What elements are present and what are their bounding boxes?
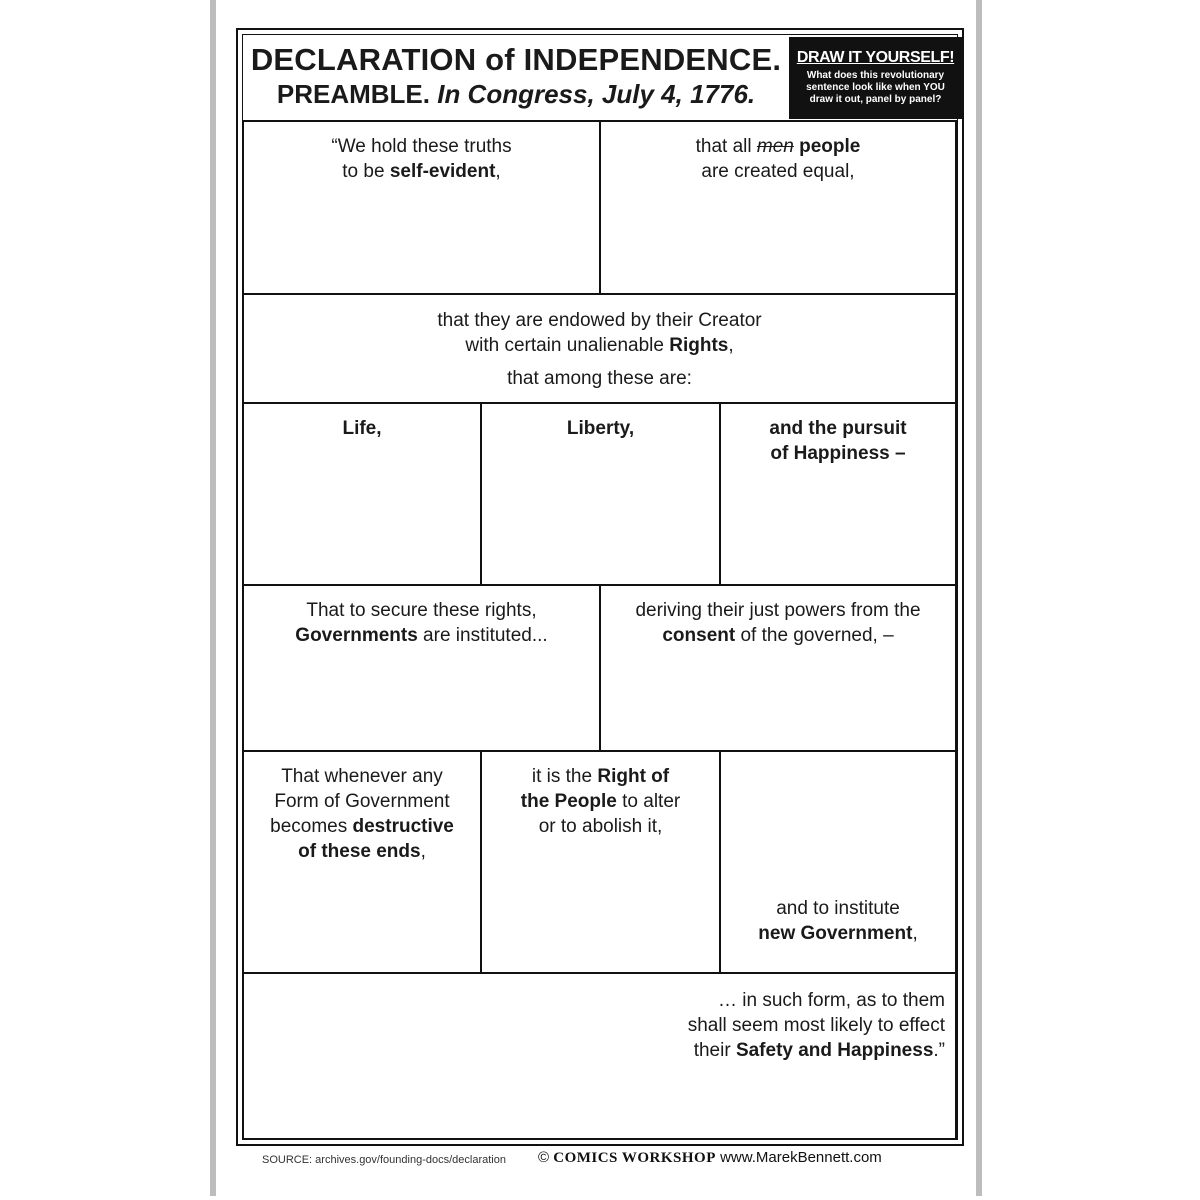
panel-9 bbox=[242, 750, 482, 974]
struck-word: men bbox=[756, 136, 794, 157]
panel-text: that they are endowed by their Creator bbox=[437, 310, 762, 331]
badge-line: What does this revolutionary bbox=[806, 70, 945, 81]
badge-title: DRAW IT YOURSELF! bbox=[796, 49, 955, 66]
panel-text: are created equal, bbox=[701, 161, 855, 182]
badge-text bbox=[789, 70, 962, 106]
panel-10 bbox=[480, 750, 721, 974]
subtitle-lead: PREAMBLE. bbox=[276, 79, 430, 109]
page-subtitle bbox=[244, 78, 788, 110]
badge-line: sentence look like when YOU bbox=[806, 82, 945, 93]
panel-text: of Happiness – bbox=[770, 443, 906, 464]
panel-text: their Safety and Happiness.” bbox=[693, 1040, 945, 1061]
panel-text: “We hold these truths bbox=[331, 136, 512, 157]
panel-text: that among these are: bbox=[507, 368, 692, 389]
panel-3 bbox=[242, 293, 957, 404]
panel-text: of these ends, bbox=[298, 841, 426, 862]
panel-text: and the pursuit bbox=[769, 418, 907, 439]
panel-text: consent of the governed, – bbox=[662, 625, 894, 646]
website-link[interactable]: www.MarekBennett.com bbox=[720, 1149, 882, 1166]
panel-8 bbox=[599, 584, 957, 752]
panel-text: with certain unalienable Rights, bbox=[465, 335, 734, 356]
panel-2 bbox=[599, 120, 957, 295]
panel-text: or to abolish it, bbox=[538, 816, 663, 837]
panel-7 bbox=[242, 584, 601, 752]
panel-text: that all men people bbox=[695, 136, 861, 157]
panel-1 bbox=[242, 120, 601, 295]
page-title: DECLARATION of INDEPENDENCE. bbox=[250, 42, 782, 77]
panel-text: and to institute bbox=[776, 898, 900, 919]
brand-name: COMICS WORKSHOP bbox=[553, 1150, 716, 1166]
panel-5 bbox=[480, 402, 721, 586]
panel-text: Liberty, bbox=[566, 418, 635, 439]
panel-text: shall seem most likely to effect bbox=[687, 1015, 945, 1036]
panel-text: That to secure these rights, bbox=[306, 600, 537, 621]
panel-11 bbox=[719, 750, 957, 974]
copyright-symbol: © bbox=[538, 1149, 550, 1166]
panel-12 bbox=[242, 972, 957, 1140]
panel-text: Life, bbox=[342, 418, 382, 439]
panel-text: … in such form, as to them bbox=[717, 990, 945, 1011]
panel-text: new Government, bbox=[758, 923, 918, 944]
panel-text: becomes destructive bbox=[270, 816, 454, 837]
badge-line: draw it out, panel by panel? bbox=[809, 94, 942, 105]
panel-6 bbox=[719, 402, 957, 586]
brand-credit bbox=[538, 1149, 882, 1167]
panel-text: That whenever any bbox=[281, 766, 443, 787]
panel-text: Form of Government bbox=[274, 791, 450, 812]
panel-text: Governments are instituted... bbox=[295, 625, 548, 646]
source-credit: SOURCE: archives.gov/founding-docs/declaration bbox=[262, 1154, 506, 1166]
draw-it-yourself-badge bbox=[789, 37, 962, 119]
subtitle-date: In Congress, July 4, 1776. bbox=[437, 79, 756, 109]
panel-text: the People to alter bbox=[520, 791, 681, 812]
panel-text: to be self-evident, bbox=[342, 161, 501, 182]
panel-text: deriving their just powers from the bbox=[635, 600, 921, 621]
panel-4 bbox=[242, 402, 482, 586]
panel-text: it is the Right of bbox=[531, 766, 670, 787]
title-block bbox=[244, 36, 788, 120]
